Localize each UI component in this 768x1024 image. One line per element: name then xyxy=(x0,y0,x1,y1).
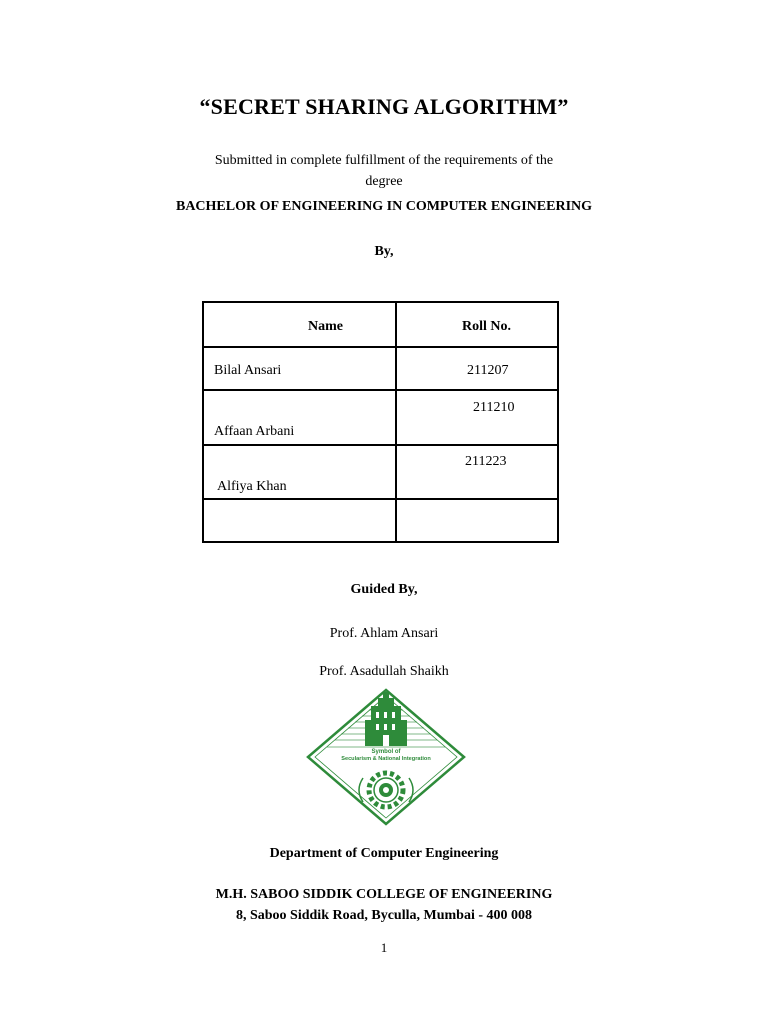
by-label: By, xyxy=(374,244,394,259)
guide-name: Prof. Asadullah Shaikh xyxy=(319,664,449,679)
table-column-divider xyxy=(395,303,397,541)
logo-text-line2: Secularism & National Integration xyxy=(341,756,431,762)
student-roll: 211223 xyxy=(465,454,507,469)
page-number: 1 xyxy=(380,940,388,955)
student-name: Bilal Ansari xyxy=(214,363,282,378)
gear-icon xyxy=(369,773,403,807)
table-row-divider xyxy=(204,346,557,348)
logo-text-line1: Symbol of xyxy=(371,749,401,755)
guided-by-label: Guided By, xyxy=(350,582,418,597)
students-table xyxy=(202,301,559,543)
submission-line-2: degree xyxy=(365,174,403,189)
college-logo xyxy=(305,688,467,826)
student-name: Alfiya Khan xyxy=(217,479,287,494)
college-name: M.H. SABOO SIDDIK COLLEGE OF ENGINEERING xyxy=(215,887,553,902)
department-name: Department of Computer Engineering xyxy=(269,846,499,861)
table-row-divider xyxy=(204,498,557,500)
student-roll: 211207 xyxy=(467,363,509,378)
college-address: 8, Saboo Siddik Road, Byculla, Mumbai - 400 008 xyxy=(235,908,532,923)
table-row-divider xyxy=(204,389,557,391)
document-title: “SECRET SHARING ALGORITHM” xyxy=(199,94,569,119)
table-row-divider xyxy=(204,444,557,446)
degree-name: BACHELOR OF ENGINEERING IN COMPUTER ENGINEERING xyxy=(175,199,593,214)
guide-name: Prof. Ahlam Ansari xyxy=(329,626,439,641)
submission-line-1: Submitted in complete fulfillment of the requirements of the xyxy=(214,153,554,168)
student-roll: 211210 xyxy=(473,400,515,415)
student-name: Affaan Arbani xyxy=(214,424,295,439)
table-header-name: Name xyxy=(308,319,343,334)
table-header-roll: Roll No. xyxy=(462,319,511,334)
